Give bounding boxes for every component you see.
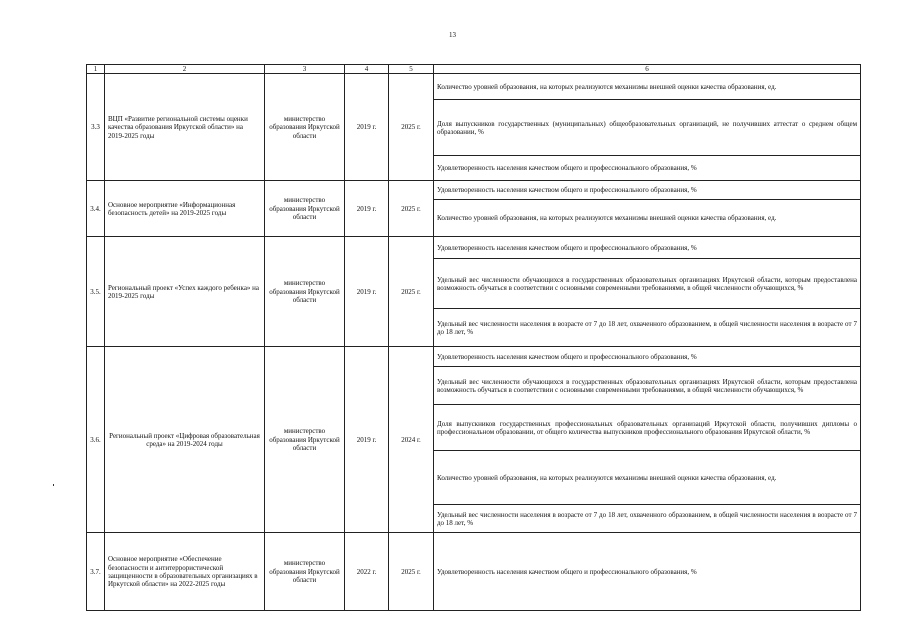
- indicator: Удовлетворенность населения качеством общего и профессионального образования, %: [434, 181, 861, 200]
- header-cell: 5: [389, 65, 434, 74]
- header-row: [87, 65, 861, 74]
- indicator: Количество уровней образования, на которых реализуются механизмы внешней оценки качества образования, ед.: [434, 200, 861, 237]
- start-year: 2019 г.: [345, 74, 389, 181]
- executor: министерство образования Иркутской области: [265, 74, 345, 181]
- row-number: 3.3: [87, 74, 105, 181]
- start-year: 2019 г.: [345, 181, 389, 237]
- indicator: Удовлетворенность населения качеством общего и профессионального образования, %: [434, 156, 861, 181]
- end-year: 2025 г.: [389, 237, 434, 347]
- executor: министерство образования Иркутской области: [265, 181, 345, 237]
- row-number: 3.5.: [87, 237, 105, 347]
- end-year: 2025 г.: [389, 181, 434, 237]
- table-row: [87, 74, 861, 100]
- row-number: 3.4.: [87, 181, 105, 237]
- margin-mark: [53, 484, 54, 486]
- indicator: Удовлетворенность населения качеством общего и профессионального образования, %: [434, 347, 861, 367]
- end-year: 2024 г.: [389, 347, 434, 533]
- row-number: 3.7.: [87, 533, 105, 611]
- executor: министерство образования Иркутской области: [265, 237, 345, 347]
- indicator: Удельный вес численности населения в возрасте от 7 до 18 лет, охваченного образованием, в общей численности населения в возрасте от 7 до 18 лет, %: [434, 505, 861, 533]
- start-year: 2019 г.: [345, 347, 389, 533]
- header-cell: 6: [434, 65, 861, 74]
- header-cell: 3: [265, 65, 345, 74]
- page-number: 13: [449, 31, 456, 39]
- header-cell: 1: [87, 65, 105, 74]
- program-name: Основное мероприятие «Обеспечение безопасности и антитеррористической защищенности в образовательных организациях в Иркутской области» на 2022-2025 годы: [105, 533, 265, 611]
- indicator: Удельный вес численности населения в возрасте от 7 до 18 лет, охваченного образованием, в общей численности населения в возрасте от 7 до 18 лет, %: [434, 309, 861, 347]
- header-cell: 2: [105, 65, 265, 74]
- indicator: Удовлетворенность населения качеством общего и профессионального образования, %: [434, 533, 861, 611]
- indicator: Удельный вес численности обучающихся в государственных образовательных организациях Иркутской области, которым предоставлена возможность обучаться в соответствии с основными современными требованиями, в общей численности обучающихся, %: [434, 259, 861, 309]
- indicator: Количество уровней образования, на которых реализуются механизмы внешней оценки качества образования, ед.: [434, 451, 861, 505]
- table-row: [87, 533, 861, 611]
- program-name: Региональный проект «Успех каждого ребенка» на 2019-2025 годы: [105, 237, 265, 347]
- executor: министерство образования Иркутской области: [265, 533, 345, 611]
- table-row: [87, 347, 861, 367]
- header-cell: 4: [345, 65, 389, 74]
- program-name: Региональный проект «Цифровая образовательная среда» на 2019-2024 годы: [105, 347, 265, 533]
- start-year: 2019 г.: [345, 237, 389, 347]
- indicator: Доля выпускников государственных (муниципальных) общеобразовательных организаций, не получивших аттестат о среднем общем образовании, %: [434, 100, 861, 156]
- indicator: Удовлетворенность населения качеством общего и профессионального образования, %: [434, 237, 861, 259]
- start-year: 2022 г.: [345, 533, 389, 611]
- indicator: Удельный вес численности обучающихся в государственных образовательных организациях Иркутской области, которым предоставлена возможность обучаться в соответствии с основными современными требованиями, в общей численности обучающихся, %: [434, 367, 861, 405]
- indicator: Количество уровней образования, на которых реализуются механизмы внешней оценки качества образования, ед.: [434, 74, 861, 100]
- program-name: Основное мероприятие «Информационная безопасность детей» на 2019-2025 годы: [105, 181, 265, 237]
- table-row: [87, 181, 861, 200]
- end-year: 2025 г.: [389, 74, 434, 181]
- program-name: ВЦП «Развитие региональной системы оценки качества образования Иркутской области» на 2019-2025 годы: [105, 74, 265, 181]
- executor: министерство образования Иркутской области: [265, 347, 345, 533]
- end-year: 2025 г.: [389, 533, 434, 611]
- table-row: [87, 237, 861, 259]
- indicators-table: [86, 64, 861, 611]
- row-number: 3.6.: [87, 347, 105, 533]
- indicator: Доля выпускников государственных профессиональных образовательных организаций Иркутской области, получивших дипломы о профессиональном образовании, от общего количества выпускников профессионального образования Иркутской области, %: [434, 405, 861, 451]
